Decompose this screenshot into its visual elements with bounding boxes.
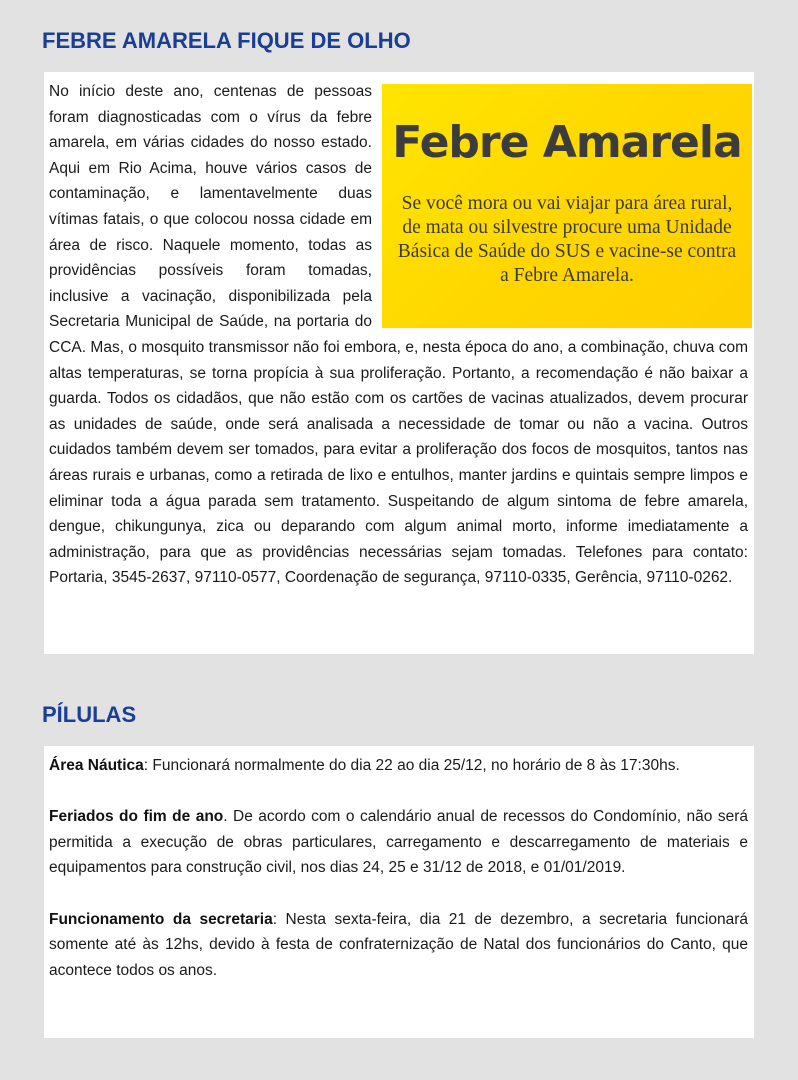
pilula-item-area-nautica: [49, 753, 748, 779]
pilula-item-feriados: [49, 804, 748, 881]
pilulas-list: [44, 746, 754, 1038]
pilula-text: De acordo com o calendário anual de recessos do Condomínio, não será permitida a execução de obras particulares, carregamento e descarregamento de materiais e equipamentos para construção civil, nos dias 24, 25 e 31/12 de 2018, e 01/01/2019.: [49, 808, 748, 877]
article-body: No início deste ano, centenas de pessoas foram diagnosticadas com o vírus da febre amarela, em várias cidades do nosso estado. Aqui em Rio Acima, houve vários casos de contaminação, e lamentavelmente duas vítimas fatais, o que colocou nossa cidade em área de risco. Naquele momento, todas as providências possíveis foram tomadas, inclusive a vacinação, disponibilizada pela Secretaria Municipal de Saúde, na portaria do CCA. Mas, o mosquito transmissor não foi embora, e, nesta época do ano, a combinação, chuva com altas temperaturas, se torna propícia à sua proliferação. Portanto, a recomendação é não baixar a guarda. Todos os cidadãos, que não estão com os cartões de vacinas atualizados, devem procurar as unidades de saúde, onde será analisada a necessidade de tomar ou não a vacina. Outros cuidados também devem ser tomados, para evitar a proliferação dos focos de mosquitos, tantos nas áreas rurais e urbanas, como a retirada de lixo e entulhos, manter jardins e quintais sempre limpos e eliminar toda a água parada sem tratamento. Suspeitando de algum sintoma de febre amarela, dengue, chikungunya, zica ou deparando com algum animal morto, informe imediatamente a administração, para que as providências necessárias sejam tomadas. Telefones para contato: Portaria, 3545-2637, 97110-0577, Coordenação de segurança, 97110-0335, Gerência, 97110-0262.: [49, 83, 748, 587]
banner-text: Se você mora ou vai viajar para área rural, de mata ou silvestre procure uma Unidade Básica de Saúde do SUS e vacine-se contra a Febre Amarela.: [397, 193, 737, 286]
febre-amarela-banner: [382, 84, 752, 328]
pilulas-title: PÍLULAS: [42, 702, 137, 727]
pilula-separator: .: [223, 808, 234, 826]
febre-amarela-article: [44, 72, 754, 654]
pilula-separator: :: [143, 757, 153, 774]
pilula-label: Funcionamento da secretaria: [49, 910, 273, 928]
pilula-label: Área Náutica: [49, 757, 144, 774]
pilula-label: Feriados do fim de ano: [49, 808, 224, 826]
pilula-item-secretaria: [49, 907, 748, 984]
banner-title: Febre Amarela: [392, 117, 742, 168]
febre-amarela-title: FEBRE AMARELA FIQUE DE OLHO: [42, 28, 411, 53]
pilula-text: Nesta sexta-feira, dia 21 de dezembro, a secretaria funcionará somente até às 12hs, devido à festa de confraternização de Natal dos funcionários do Canto, que acontece todos os anos.: [49, 910, 748, 979]
pilula-separator: :: [272, 910, 286, 928]
pilula-text: Funcionará normalmente do dia 22 ao dia 25/12, no horário de 8 às 17:30hs.: [152, 757, 680, 774]
